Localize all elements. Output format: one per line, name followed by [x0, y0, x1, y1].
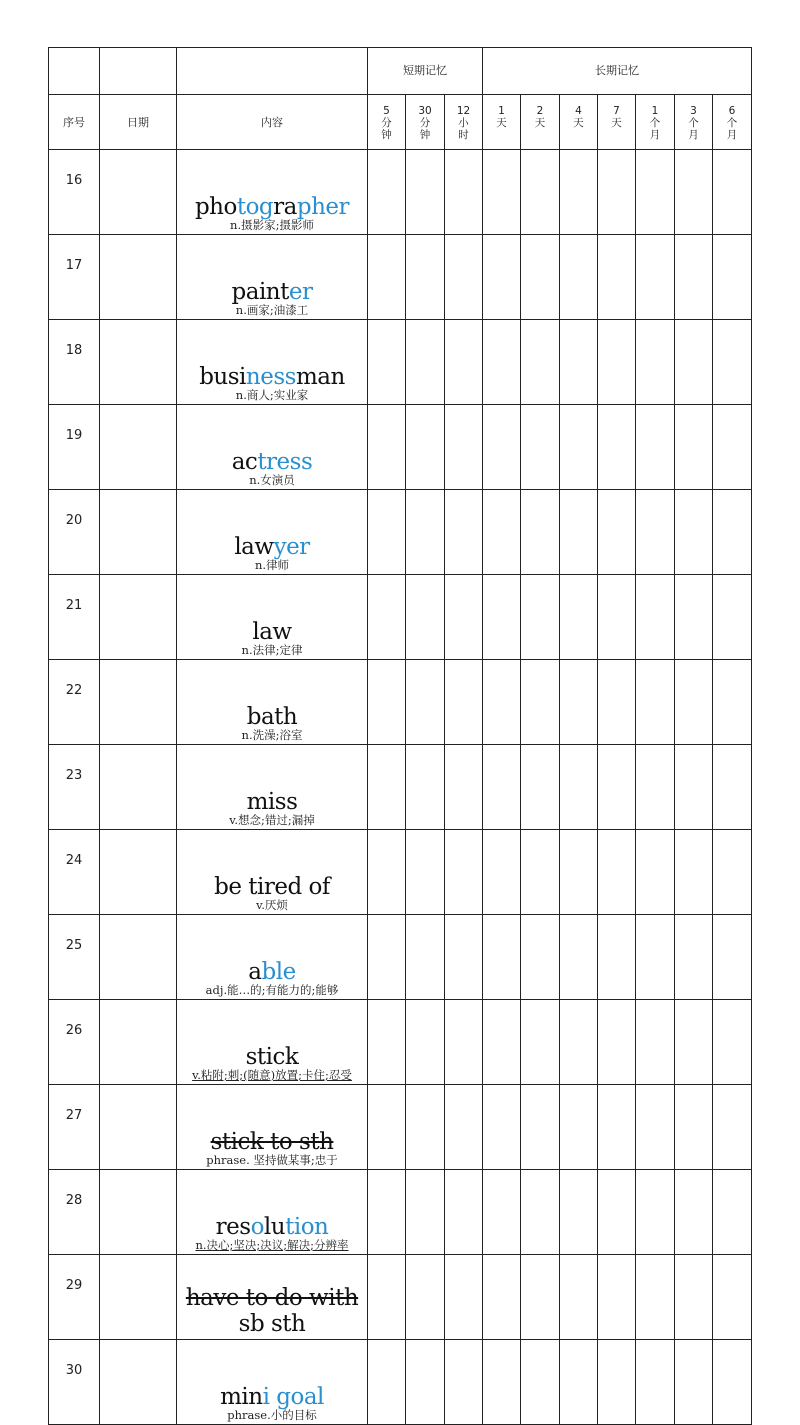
review-checkbox-cell[interactable] — [636, 660, 675, 745]
short-term-header: 短期记忆 — [368, 48, 483, 95]
review-checkbox-cell[interactable] — [598, 1170, 636, 1255]
long-term-header: 长期记忆 — [483, 48, 752, 95]
review-checkbox-cell[interactable] — [598, 1085, 636, 1170]
review-checkbox-cell[interactable] — [445, 1340, 483, 1425]
vocab-word — [177, 790, 367, 814]
review-checkbox-cell[interactable] — [368, 660, 406, 745]
review-checkbox-cell[interactable] — [483, 745, 521, 830]
review-checkbox-cell[interactable] — [406, 235, 445, 320]
review-checkbox-cell[interactable] — [560, 490, 598, 575]
review-checkbox-cell[interactable] — [675, 575, 713, 660]
highlighted-syllable: i goal — [262, 1384, 324, 1410]
review-checkbox-cell[interactable] — [675, 235, 713, 320]
table-row — [49, 660, 752, 745]
review-checkbox-cell[interactable] — [406, 1255, 445, 1340]
review-checkbox-cell[interactable] — [636, 405, 675, 490]
review-checkbox-cell[interactable] — [636, 830, 675, 915]
review-checkbox-cell[interactable] — [713, 1340, 752, 1425]
vocab-word — [177, 1285, 367, 1311]
review-checkbox-cell[interactable] — [521, 1000, 560, 1085]
review-checkbox-cell[interactable] — [406, 320, 445, 405]
row-index: 16 — [49, 150, 100, 235]
review-checkbox-cell[interactable] — [636, 150, 675, 235]
review-checkbox-cell[interactable] — [445, 1085, 483, 1170]
review-checkbox-cell[interactable] — [560, 830, 598, 915]
review-checkbox-cell[interactable] — [560, 1170, 598, 1255]
date-column-header: 日期 — [100, 95, 177, 150]
word-syllable: paint — [231, 279, 289, 305]
word-meaning: phrase.小的目标 — [227, 1408, 317, 1422]
review-checkbox-cell[interactable] — [445, 1000, 483, 1085]
highlighted-syllable: tion — [285, 1214, 329, 1240]
review-checkbox-cell[interactable] — [406, 915, 445, 1000]
vocab-word — [177, 1130, 367, 1154]
review-checkbox-cell[interactable] — [713, 490, 752, 575]
review-checkbox-cell[interactable] — [598, 915, 636, 1000]
date-cell[interactable] — [100, 1170, 177, 1255]
review-checkbox-cell[interactable] — [636, 1170, 675, 1255]
row-index: 23 — [49, 745, 100, 830]
review-checkbox-cell[interactable] — [675, 1340, 713, 1425]
review-checkbox-cell[interactable] — [598, 405, 636, 490]
interval-column-header: 3 个 月 — [675, 95, 713, 150]
word-meaning: v.厌烦 — [256, 898, 288, 912]
review-checkbox-cell[interactable] — [636, 915, 675, 1000]
word-meaning: adj.能…的;有能力的;能够 — [205, 983, 339, 997]
date-cell[interactable] — [100, 830, 177, 915]
review-checkbox-cell[interactable] — [636, 1000, 675, 1085]
review-checkbox-cell[interactable] — [598, 320, 636, 405]
review-checkbox-cell[interactable] — [713, 405, 752, 490]
review-checkbox-cell[interactable] — [445, 150, 483, 235]
review-checkbox-cell[interactable] — [483, 320, 521, 405]
review-checkbox-cell[interactable] — [406, 1000, 445, 1085]
word-meaning: n.画家;油漆工 — [235, 303, 309, 317]
date-cell[interactable] — [100, 1340, 177, 1425]
vocab-word — [177, 1215, 367, 1239]
review-checkbox-cell[interactable] — [560, 235, 598, 320]
word-syllable: stick to sth — [210, 1129, 334, 1155]
table-row — [49, 320, 752, 405]
review-checkbox-cell[interactable] — [483, 150, 521, 235]
review-checkbox-cell[interactable] — [675, 320, 713, 405]
word-syllable: lu — [263, 1214, 286, 1240]
header-blank-cell — [177, 48, 368, 95]
review-checkbox-cell[interactable] — [368, 235, 406, 320]
content-cell — [177, 150, 368, 235]
row-index: 29 — [49, 1255, 100, 1340]
highlighted-syllable: o — [250, 1214, 264, 1240]
content-cell — [177, 830, 368, 915]
word-syllable: miss — [246, 789, 298, 815]
review-checkbox-cell[interactable] — [598, 235, 636, 320]
vocab-word — [177, 365, 367, 389]
header-blank-cell — [100, 48, 177, 95]
table-row — [49, 830, 752, 915]
row-index: 25 — [49, 915, 100, 1000]
vocab-word — [177, 875, 367, 899]
review-checkbox-cell[interactable] — [368, 915, 406, 1000]
highlighted-syllable: yer — [273, 534, 310, 560]
review-checkbox-cell[interactable] — [675, 1255, 713, 1340]
vocab-word — [177, 705, 367, 729]
review-checkbox-cell[interactable] — [521, 405, 560, 490]
review-checkbox-cell[interactable] — [675, 660, 713, 745]
review-checkbox-cell[interactable] — [675, 490, 713, 575]
table-row — [49, 405, 752, 490]
word-meaning: n.法律;定律 — [241, 643, 303, 657]
review-checkbox-cell[interactable] — [598, 1340, 636, 1425]
review-checkbox-cell[interactable] — [368, 405, 406, 490]
date-cell[interactable] — [100, 150, 177, 235]
review-checkbox-cell[interactable] — [713, 1255, 752, 1340]
review-checkbox-cell[interactable] — [598, 1255, 636, 1340]
review-checkbox-cell[interactable] — [445, 575, 483, 660]
interval-column-header: 6 个 月 — [713, 95, 752, 150]
review-checkbox-cell[interactable] — [598, 660, 636, 745]
review-checkbox-cell[interactable] — [713, 1000, 752, 1085]
word-syllable: res — [215, 1214, 251, 1240]
review-checkbox-cell[interactable] — [675, 405, 713, 490]
review-checkbox-cell[interactable] — [636, 320, 675, 405]
table-row — [49, 745, 752, 830]
word-meaning: v.粘附;刺;(随意)放置;卡住;忍受 — [192, 1068, 352, 1082]
header-group-row — [49, 48, 752, 95]
review-checkbox-cell[interactable] — [560, 150, 598, 235]
review-checkbox-cell[interactable] — [406, 405, 445, 490]
row-index: 27 — [49, 1085, 100, 1170]
index-column-header: 序号 — [49, 95, 100, 150]
review-checkbox-cell[interactable] — [598, 490, 636, 575]
date-cell[interactable] — [100, 320, 177, 405]
table-row — [49, 575, 752, 660]
review-checkbox-cell[interactable] — [445, 1170, 483, 1255]
review-checkbox-cell[interactable] — [406, 830, 445, 915]
review-checkbox-cell[interactable] — [636, 575, 675, 660]
review-checkbox-cell[interactable] — [406, 745, 445, 830]
review-checkbox-cell[interactable] — [368, 1085, 406, 1170]
review-checkbox-cell[interactable] — [598, 1000, 636, 1085]
review-checkbox-cell[interactable] — [445, 745, 483, 830]
row-index: 21 — [49, 575, 100, 660]
review-checkbox-cell[interactable] — [521, 1170, 560, 1255]
review-checkbox-cell[interactable] — [713, 150, 752, 235]
table-row — [49, 150, 752, 235]
word-meaning: v.想念;错过;漏掉 — [229, 813, 315, 827]
date-cell[interactable] — [100, 575, 177, 660]
review-checkbox-cell[interactable] — [560, 915, 598, 1000]
word-meaning: n.摄影家;摄影师 — [230, 218, 314, 232]
review-checkbox-cell[interactable] — [406, 660, 445, 745]
review-checkbox-cell[interactable] — [713, 830, 752, 915]
word-syllable: bath — [246, 704, 298, 730]
table-row — [49, 915, 752, 1000]
review-checkbox-cell[interactable] — [521, 1255, 560, 1340]
review-checkbox-cell[interactable] — [560, 405, 598, 490]
header-column-row — [49, 95, 752, 150]
interval-column-header: 12 小 时 — [445, 95, 483, 150]
vocab-word — [177, 620, 367, 644]
content-cell — [177, 1340, 368, 1425]
content-cell — [177, 1170, 368, 1255]
review-checkbox-cell[interactable] — [636, 1255, 675, 1340]
review-checkbox-cell[interactable] — [521, 660, 560, 745]
row-index: 24 — [49, 830, 100, 915]
review-checkbox-cell[interactable] — [483, 1085, 521, 1170]
review-checkbox-cell[interactable] — [521, 915, 560, 1000]
review-checkbox-cell[interactable] — [368, 745, 406, 830]
word-syllable: busi — [199, 364, 246, 390]
content-cell — [177, 235, 368, 320]
review-checkbox-cell[interactable] — [445, 405, 483, 490]
word-meaning: n.决心;坚决;决议;解决;分辨率 — [195, 1238, 349, 1252]
row-index: 17 — [49, 235, 100, 320]
review-checkbox-cell[interactable] — [445, 320, 483, 405]
review-checkbox-cell[interactable] — [368, 320, 406, 405]
review-checkbox-cell[interactable] — [406, 1170, 445, 1255]
interval-column-header: 4 天 — [560, 95, 598, 150]
word-syllable: have to do with — [185, 1285, 359, 1311]
word-syllable: min — [220, 1384, 263, 1410]
review-checkbox-cell[interactable] — [560, 320, 598, 405]
review-checkbox-cell[interactable] — [406, 490, 445, 575]
review-checkbox-cell[interactable] — [675, 830, 713, 915]
review-checkbox-cell[interactable] — [713, 235, 752, 320]
review-checkbox-cell[interactable] — [445, 660, 483, 745]
table-row — [49, 1000, 752, 1085]
date-cell[interactable] — [100, 1255, 177, 1340]
review-checkbox-cell[interactable] — [675, 1000, 713, 1085]
interval-column-header: 2 天 — [521, 95, 560, 150]
word-syllable: ra — [273, 194, 297, 220]
row-index: 22 — [49, 660, 100, 745]
header-blank-cell — [49, 48, 100, 95]
word-syllable: stick — [245, 1044, 299, 1070]
review-checkbox-cell[interactable] — [521, 1340, 560, 1425]
review-checkbox-cell[interactable] — [445, 490, 483, 575]
review-checkbox-cell[interactable] — [598, 150, 636, 235]
review-checkbox-cell[interactable] — [636, 1085, 675, 1170]
table-row — [49, 490, 752, 575]
vocab-word — [177, 535, 367, 559]
highlighted-syllable: tress — [257, 449, 313, 475]
vocab-word — [177, 280, 367, 304]
review-checkbox-cell[interactable] — [560, 660, 598, 745]
interval-column-header: 1 个 月 — [636, 95, 675, 150]
content-cell — [177, 915, 368, 1000]
review-checkbox-cell[interactable] — [598, 575, 636, 660]
row-index: 26 — [49, 1000, 100, 1085]
row-index: 30 — [49, 1340, 100, 1425]
date-cell[interactable] — [100, 1000, 177, 1085]
vocab-word — [177, 960, 367, 984]
review-checkbox-cell[interactable] — [560, 1255, 598, 1340]
review-checkbox-cell[interactable] — [560, 1340, 598, 1425]
table-row — [49, 1340, 752, 1425]
word-meaning: n.女演员 — [249, 473, 295, 487]
review-checkbox-cell[interactable] — [675, 1170, 713, 1255]
interval-column-header: 5 分 钟 — [368, 95, 406, 150]
word-syllable: law — [234, 534, 274, 560]
word-syllable: a — [248, 959, 262, 985]
review-checkbox-cell[interactable] — [483, 915, 521, 1000]
review-checkbox-cell[interactable] — [713, 915, 752, 1000]
review-checkbox-cell[interactable] — [483, 1170, 521, 1255]
content-cell — [177, 320, 368, 405]
review-checkbox-cell[interactable] — [483, 1255, 521, 1340]
content-column-header: 内容 — [177, 95, 368, 150]
review-checkbox-cell[interactable] — [521, 745, 560, 830]
review-checkbox-cell[interactable] — [560, 1085, 598, 1170]
review-checkbox-cell[interactable] — [368, 830, 406, 915]
review-checkbox-cell[interactable] — [483, 1340, 521, 1425]
word-meaning: n.律师 — [254, 558, 290, 572]
review-checkbox-cell[interactable] — [483, 575, 521, 660]
review-checkbox-cell[interactable] — [368, 575, 406, 660]
review-checkbox-cell[interactable] — [368, 1170, 406, 1255]
review-checkbox-cell[interactable] — [521, 575, 560, 660]
review-checkbox-cell[interactable] — [675, 745, 713, 830]
review-checkbox-cell[interactable] — [636, 490, 675, 575]
table-row — [49, 1255, 752, 1340]
date-cell[interactable] — [100, 660, 177, 745]
word-syllable: be tired of — [214, 874, 330, 900]
table-row — [49, 235, 752, 320]
review-checkbox-cell[interactable] — [636, 1340, 675, 1425]
row-index: 28 — [49, 1170, 100, 1255]
content-cell — [177, 405, 368, 490]
word-syllable: ac — [231, 449, 258, 475]
word-syllable: law — [252, 619, 292, 645]
review-checkbox-cell[interactable] — [368, 150, 406, 235]
review-checkbox-cell[interactable] — [368, 1340, 406, 1425]
review-checkbox-cell[interactable] — [483, 235, 521, 320]
table-row — [49, 1085, 752, 1170]
review-checkbox-cell[interactable] — [636, 235, 675, 320]
review-checkbox-cell[interactable] — [521, 830, 560, 915]
word-syllable: man — [295, 364, 345, 390]
review-checkbox-cell[interactable] — [483, 830, 521, 915]
vocab-word-continued: sb sth — [238, 1311, 306, 1337]
memory-review-table — [48, 47, 752, 1425]
row-index: 19 — [49, 405, 100, 490]
highlighted-syllable: pher — [296, 194, 350, 220]
review-checkbox-cell[interactable] — [598, 745, 636, 830]
review-checkbox-cell[interactable] — [521, 235, 560, 320]
review-checkbox-cell[interactable] — [445, 830, 483, 915]
row-index: 20 — [49, 490, 100, 575]
review-checkbox-cell[interactable] — [713, 320, 752, 405]
review-checkbox-cell[interactable] — [483, 405, 521, 490]
review-checkbox-cell[interactable] — [675, 915, 713, 1000]
date-cell[interactable] — [100, 490, 177, 575]
word-meaning: n.洗澡;浴室 — [241, 728, 303, 742]
review-checkbox-cell[interactable] — [521, 320, 560, 405]
review-checkbox-cell[interactable] — [560, 745, 598, 830]
review-checkbox-cell[interactable] — [368, 1255, 406, 1340]
review-checkbox-cell[interactable] — [598, 830, 636, 915]
review-checkbox-cell[interactable] — [675, 150, 713, 235]
review-checkbox-cell[interactable] — [445, 1255, 483, 1340]
review-checkbox-cell[interactable] — [636, 745, 675, 830]
review-checkbox-cell[interactable] — [713, 575, 752, 660]
interval-column-header: 30 分 钟 — [406, 95, 445, 150]
vocab-word — [177, 1385, 367, 1409]
word-syllable: pho — [194, 194, 237, 220]
review-checkbox-cell[interactable] — [521, 1085, 560, 1170]
date-cell[interactable] — [100, 915, 177, 1000]
review-checkbox-cell[interactable] — [560, 1000, 598, 1085]
date-cell[interactable] — [100, 235, 177, 320]
review-checkbox-cell[interactable] — [713, 745, 752, 830]
vocab-word — [177, 1045, 367, 1069]
highlighted-syllable: er — [288, 279, 313, 305]
review-checkbox-cell[interactable] — [406, 1340, 445, 1425]
review-checkbox-cell[interactable] — [483, 660, 521, 745]
review-checkbox-cell[interactable] — [713, 1085, 752, 1170]
highlighted-syllable: ness — [245, 364, 296, 390]
highlighted-syllable: ble — [261, 959, 296, 985]
review-checkbox-cell[interactable] — [713, 660, 752, 745]
review-checkbox-cell[interactable] — [406, 1085, 445, 1170]
date-cell[interactable] — [100, 745, 177, 830]
review-checkbox-cell[interactable] — [521, 150, 560, 235]
content-cell — [177, 1000, 368, 1085]
row-index: 18 — [49, 320, 100, 405]
review-checkbox-cell[interactable] — [445, 235, 483, 320]
content-cell — [177, 1255, 368, 1340]
word-meaning: n.商人;实业家 — [235, 388, 309, 402]
highlighted-syllable: tog — [236, 194, 274, 220]
content-cell — [177, 1085, 368, 1170]
vocab-word — [177, 450, 367, 474]
date-cell[interactable] — [100, 1085, 177, 1170]
table-row — [49, 1170, 752, 1255]
word-meaning: phrase. 坚持做某事;忠于 — [206, 1153, 338, 1167]
review-checkbox-cell[interactable] — [483, 490, 521, 575]
review-checkbox-cell[interactable] — [560, 575, 598, 660]
review-checkbox-cell[interactable] — [368, 1000, 406, 1085]
interval-column-header: 7 天 — [598, 95, 636, 150]
review-checkbox-cell[interactable] — [406, 150, 445, 235]
content-cell — [177, 660, 368, 745]
review-checkbox-cell[interactable] — [406, 575, 445, 660]
review-checkbox-cell[interactable] — [445, 915, 483, 1000]
review-checkbox-cell[interactable] — [713, 1170, 752, 1255]
content-cell — [177, 575, 368, 660]
content-cell — [177, 745, 368, 830]
review-checkbox-cell[interactable] — [483, 1000, 521, 1085]
review-checkbox-cell[interactable] — [368, 490, 406, 575]
review-checkbox-cell[interactable] — [675, 1085, 713, 1170]
interval-column-header: 1 天 — [483, 95, 521, 150]
content-cell — [177, 490, 368, 575]
date-cell[interactable] — [100, 405, 177, 490]
review-checkbox-cell[interactable] — [521, 490, 560, 575]
vocab-word — [177, 195, 367, 219]
